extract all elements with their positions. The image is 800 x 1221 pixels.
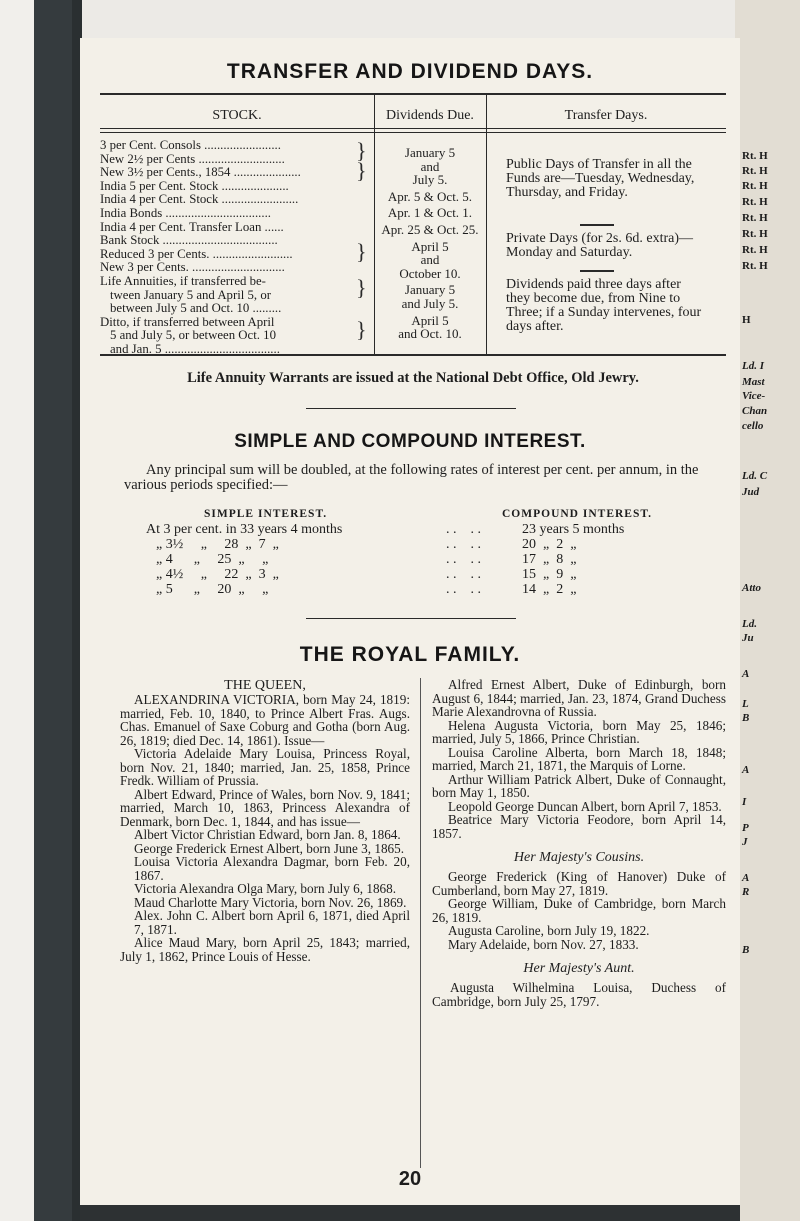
children-text (432, 678, 726, 840)
column-divider (420, 678, 421, 1168)
margin-fragment: A (742, 764, 750, 776)
brace-icon: } (356, 158, 367, 183)
queen-issue-text (120, 693, 410, 963)
margin-fragment: Rt. H (742, 228, 768, 240)
stock-line: Ditto, if transferred between April (100, 314, 275, 329)
dash-rule (580, 270, 614, 272)
dividend-line: and July 5. (401, 295, 459, 311)
stock-column (100, 139, 368, 357)
dividends-column (374, 146, 486, 341)
margin-fragment: Ju (742, 632, 754, 644)
simple-interest-rows (146, 522, 486, 597)
column-divider-2 (486, 93, 487, 355)
stock-line: New 3 per Cents. ............................. (100, 260, 285, 275)
stock-line: tween January 5 and April 5, or (110, 287, 271, 302)
stock-line: New 2½ per Cents ........................... (100, 151, 285, 166)
compound-interest-row: 17 „ 8 „ (522, 552, 577, 567)
leader-dots-row: . . . . (446, 537, 481, 552)
stock-line: 5 and July 5, or between Oct. 10 (110, 328, 276, 343)
dividend-line: and (420, 158, 440, 174)
margin-fragment: Vice- (742, 390, 766, 402)
queen-heading: THE QUEEN, (224, 678, 306, 693)
margin-fragment: Jud (742, 486, 760, 498)
margin-fragment: Ld. (742, 618, 757, 630)
dividend-line: Apr. 25 & Oct. 25. (381, 221, 479, 237)
compound-interest-row: 23 years 5 months (522, 522, 625, 537)
dividend-line: April 5 (411, 238, 449, 254)
dash-rule (580, 224, 614, 226)
stock-line: and Jan. 5 .................................... (110, 341, 280, 356)
royal-right-column (432, 678, 726, 1008)
book-cover-bottom (80, 1205, 740, 1221)
margin-fragment: Rt. H (742, 196, 768, 208)
compound-interest-rows (522, 522, 722, 597)
queen-paragraph: Victoria Alexandra Olga Mary, born July 6, 1868. (134, 881, 397, 896)
child-paragraph: Louisa Caroline Alberta, born March 18, 1848; married, March 21, 1871, the Marquis of Lorne. (432, 744, 726, 773)
stock-line: 3 per Cent. Consols ........................ (100, 138, 281, 152)
queen-paragraph: Victoria Adelaide Mary Louisa, Princess Royal, born Nov. 21, 1840; married, Jan. 25, 1858, Prince Fredk. William of Prussia. (120, 746, 410, 788)
dividend-line: January 5 (404, 145, 456, 160)
header-transfer: Transfer Days. (564, 108, 648, 123)
interest-title: SIMPLE AND COMPOUND INTEREST. (234, 431, 586, 452)
stock-line: India 4 per Cent. Stock ........................ (100, 192, 299, 207)
brace-icon: } (356, 275, 367, 300)
stock-line: New 3½ per Cents., 1854 ..................... (100, 165, 301, 180)
leader-dots-row: . . . . (446, 552, 481, 567)
child-paragraph: Leopold George Duncan Albert, born April 7, 1853. (448, 798, 722, 814)
cousins-text (432, 870, 726, 951)
margin-fragment: Chan (742, 405, 768, 417)
stock-line: Life Annuities, if transferred be- (100, 273, 266, 288)
stock-line: Reduced 3 per Cents. ......................... (100, 246, 293, 261)
child-paragraph: Arthur William Patrick Albert, Duke of Connaught, born May 1, 1850. (432, 771, 726, 800)
margin-fragment: cello (742, 420, 764, 432)
margin-fragment: Rt. H (742, 180, 768, 192)
compound-interest-row: 14 „ 2 „ (522, 582, 577, 597)
margin-fragment: A (742, 872, 750, 884)
simple-interest-row: „ 5 „ 20 „ „ (156, 582, 269, 597)
brace-icon: } (356, 317, 367, 342)
margin-fragment: L (742, 698, 749, 710)
margin-fragment: I (742, 796, 747, 808)
cousin-paragraph: George Frederick (King of Hanover) Duke of Cumberland, born May 27, 1819. (432, 869, 726, 898)
stock-line: between July 5 and Oct. 10 ......... (110, 301, 282, 316)
dividend-line: October 10. (399, 265, 461, 281)
queen-paragraph: ALEXANDRINA VICTORIA, born May 24, 1819: married, Feb. 10, 1840, to Prince Albert Fras. Augs. Chas. Emanuel of Saxe Coburg and Gotha (born Aug. 26, 1819; died Dec. 14, 1861). Issue— (120, 692, 410, 748)
margin-fragment: Atto (742, 582, 761, 594)
queen-paragraph: Alex. John C. Albert born April 6, 1871, died April 7, 1871. (134, 908, 410, 937)
brace-icon: } (356, 138, 367, 163)
child-paragraph: Beatrice Mary Victoria Feodore, born April 14, 1857. (432, 812, 726, 841)
margin-fragment: R (742, 886, 750, 898)
interest-intro: Any principal sum will be doubled, at the following rates of interest per cent. per annum, in the various periods specified:— (124, 462, 699, 493)
book-page (80, 38, 740, 1208)
margin-fragment: A (742, 668, 750, 680)
stock-line: India 4 per Cent. Transfer Loan ...... (100, 219, 284, 234)
margin-fragment: B (742, 712, 750, 724)
transfer-public-days: Public Days of Transfer in all the Funds are—Tuesday, Wednesday, Thursday, and Friday. (506, 157, 695, 200)
compound-interest-header: COMPOUND INTEREST. (502, 508, 653, 520)
header-rule-2 (100, 132, 726, 133)
dividend-line: January 5 (404, 282, 456, 298)
queen-paragraph: Albert Victor Christian Edward, born Jan. 8, 1864. (134, 827, 401, 842)
dividend-line: and (420, 252, 440, 268)
simple-interest-row: „ 4½ „ 22 „ 3 „ (156, 567, 279, 582)
dividend-line: July 5. (412, 172, 448, 188)
table-top-rule (100, 93, 726, 95)
cousin-paragraph: George William, Duke of Cambridge, born March 26, 1819. (432, 896, 726, 925)
page-number: 20 (398, 1168, 422, 1190)
compound-interest-row: 20 „ 2 „ (522, 537, 577, 552)
margin-fragment: J (742, 836, 748, 848)
dividend-line: Apr. 5 & Oct. 5. (387, 188, 473, 204)
section-rule (306, 618, 516, 619)
header-dividends: Dividends Due. (386, 108, 474, 123)
background-left (0, 0, 34, 1221)
aunt-heading: Her Majesty's Aunt. (523, 961, 635, 976)
section-rule (306, 408, 516, 409)
royal-left-column (120, 678, 410, 963)
margin-fragment: Ld. I (742, 360, 764, 372)
simple-interest-header: SIMPLE INTEREST. (204, 508, 328, 520)
leader-dots-row: . . . . (446, 522, 481, 537)
child-paragraph: Alfred Ernest Albert, Duke of Edinburgh, born August 6, 1844; married, Jan. 23, 1874, Grand Duchess Marie Alexandrovna of Russia. (432, 677, 726, 719)
margin-fragment: Ld. C (742, 470, 768, 482)
transfer-dividends-note: Dividends paid three days after they become due, from Nine to Three; if a Sunday intervenes, four days after. (506, 277, 702, 334)
queen-paragraph: Alice Maud Mary, born April 25, 1843; married, July 1, 1862, Prince Louis of Hesse. (120, 935, 410, 964)
queen-paragraph: Maud Charlotte Mary Victoria, born Nov. 26, 1869. (134, 894, 407, 910)
margin-fragment: P (742, 822, 749, 834)
leader-dots-row: . . . . (446, 582, 481, 597)
leader-dots (446, 522, 506, 597)
margin-fragment: B (742, 944, 750, 956)
queen-paragraph: Albert Edward, Prince of Wales, born Nov. 9, 1841; married, March 10, 1863, Princess Alexandra of Denmark, born Dec. 1, 1844, and has issue— (120, 786, 410, 829)
margin-fragment: Rt. H (742, 150, 768, 162)
simple-interest-row: „ 3½ „ 28 „ 7 „ (156, 537, 279, 552)
margin-fragment: Rt. H (742, 212, 768, 224)
transfer-private-days: Private Days (for 2s. 6d. extra)—Monday and Saturday. (506, 231, 694, 260)
royal-family-title: THE ROYAL FAMILY. (299, 643, 521, 666)
margin-fragment: Mast (742, 376, 765, 388)
dividend-line: and Oct. 10. (398, 326, 462, 342)
header-stock: STOCK. (212, 108, 262, 123)
stock-line: India Bonds ................................. (100, 205, 271, 220)
queen-paragraph: George Frederick Ernest Albert, born June 3, 1865. (134, 840, 405, 856)
brace-icon: } (356, 239, 367, 264)
queen-paragraph: Louisa Victoria Alexandra Dagmar, born Feb. 20, 1867. (134, 854, 410, 883)
margin-fragment: Rt. H (742, 165, 768, 177)
simple-interest-row: „ 4 „ 25 „ „ (156, 552, 269, 567)
simple-interest-row: At 3 per cent. in 33 years 4 months (146, 522, 343, 537)
leader-dots-row: . . . . (446, 567, 481, 582)
header-rule (100, 128, 726, 129)
dividend-line: April 5 (411, 312, 449, 328)
cousin-paragraph: Mary Adelaide, born Nov. 27, 1833. (448, 936, 639, 952)
aunt-text: Augusta Wilhelmina Louisa, Duchess of Cambridge, born July 25, 1797. (432, 980, 726, 1009)
cousins-heading: Her Majesty's Cousins. (513, 850, 645, 865)
stock-line: Bank Stock .................................... (100, 233, 278, 248)
margin-fragment: Rt. H (742, 244, 768, 256)
warrant-note: Life Annuity Warrants are issued at the National Debt Office, Old Jewry. (187, 370, 639, 386)
stock-line: India 5 per Cent. Stock ..................... (100, 178, 289, 193)
dividend-line: Apr. 1 & Oct. 1. (387, 205, 473, 221)
page-title: TRANSFER AND DIVIDEND DAYS. (226, 60, 594, 83)
compound-interest-row: 15 „ 9 „ (522, 567, 577, 582)
child-paragraph: Helena Augusta Victoria, born May 25, 1846; married, July 5, 1866, Prince Christian. (432, 717, 726, 746)
cousin-paragraph: Augusta Caroline, born July 19, 1822. (448, 923, 650, 938)
margin-fragment: Rt. H (742, 260, 768, 272)
margin-fragment: H (742, 314, 751, 326)
